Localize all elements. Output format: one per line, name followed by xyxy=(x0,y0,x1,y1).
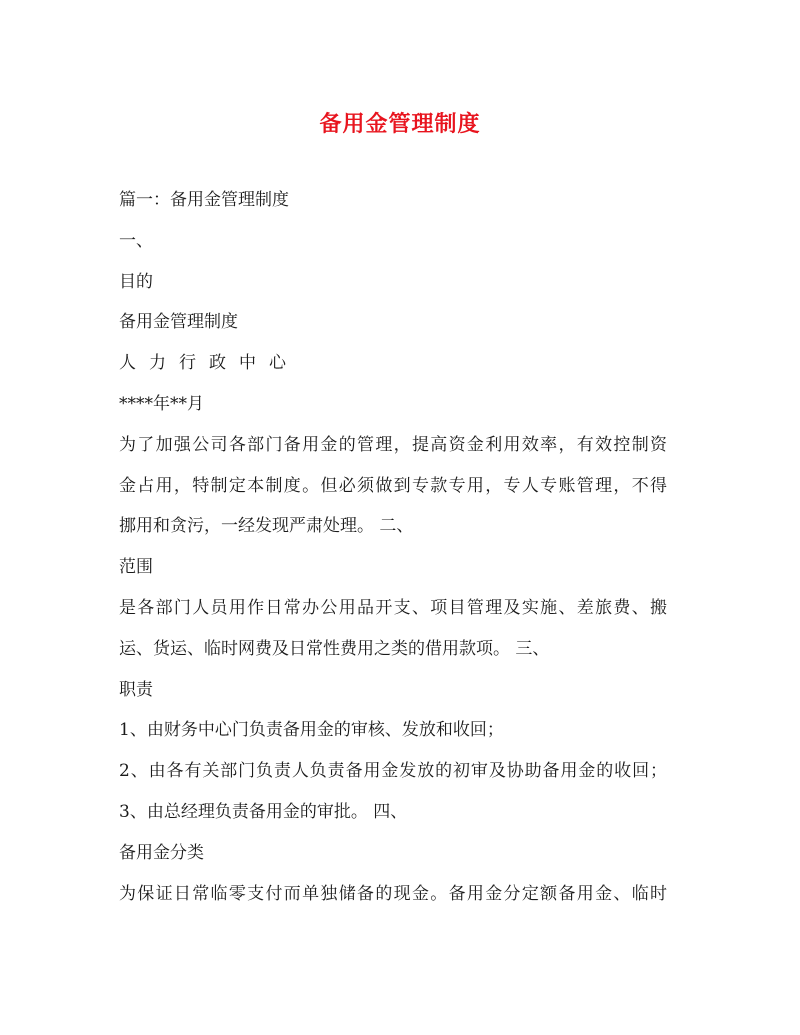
section-title-line: 备用金分类 xyxy=(119,842,204,863)
list-item-line: 3、由总经理负责备用金的审批。 四、 xyxy=(119,801,408,822)
section-title-line: 范围 xyxy=(119,557,153,578)
paragraph-line: 为保证日常临零支付而单独储备的现金。备用金分定额备用金、临时 xyxy=(119,883,667,904)
paragraph-line: 金占用，特制定本制度。但必须做到专款专用，专人专账管理，不得 xyxy=(119,475,667,496)
paragraph-line: 为了加强公司各部门备用金的管理，提高资金利用效率，有效控制资 xyxy=(119,434,667,455)
paragraph-line: 是各部门人员用作日常办公用品开支、项目管理及实施、差旅费、搬 xyxy=(119,597,667,618)
paragraph-line: 挪用和贪污，一经发现严肃处理。 二、 xyxy=(119,516,414,537)
document-title: 备用金管理制度 xyxy=(319,112,481,137)
section-number-line: 一、 xyxy=(119,230,153,251)
paragraph-line: 运、货运、临时网费及日常性费用之类的借用款项。 三、 xyxy=(119,638,550,659)
section-title-line: 职责 xyxy=(119,679,153,700)
date-line: ****年**月 xyxy=(119,393,204,414)
section-heading-line: 篇一：备用金管理制度 xyxy=(119,190,289,210)
document-body xyxy=(119,180,667,914)
section-title-line: 目的 xyxy=(119,271,153,292)
department-line: 人力行政中心 xyxy=(119,353,299,374)
list-item-line: 1、由财务中心门负责备用金的审核、发放和收回； xyxy=(119,720,504,741)
body-line: 备用金管理制度 xyxy=(119,312,238,333)
list-item-line: 2、由各有关部门负责人负责备用金发放的初审及协助备用金的收回； xyxy=(119,761,667,782)
